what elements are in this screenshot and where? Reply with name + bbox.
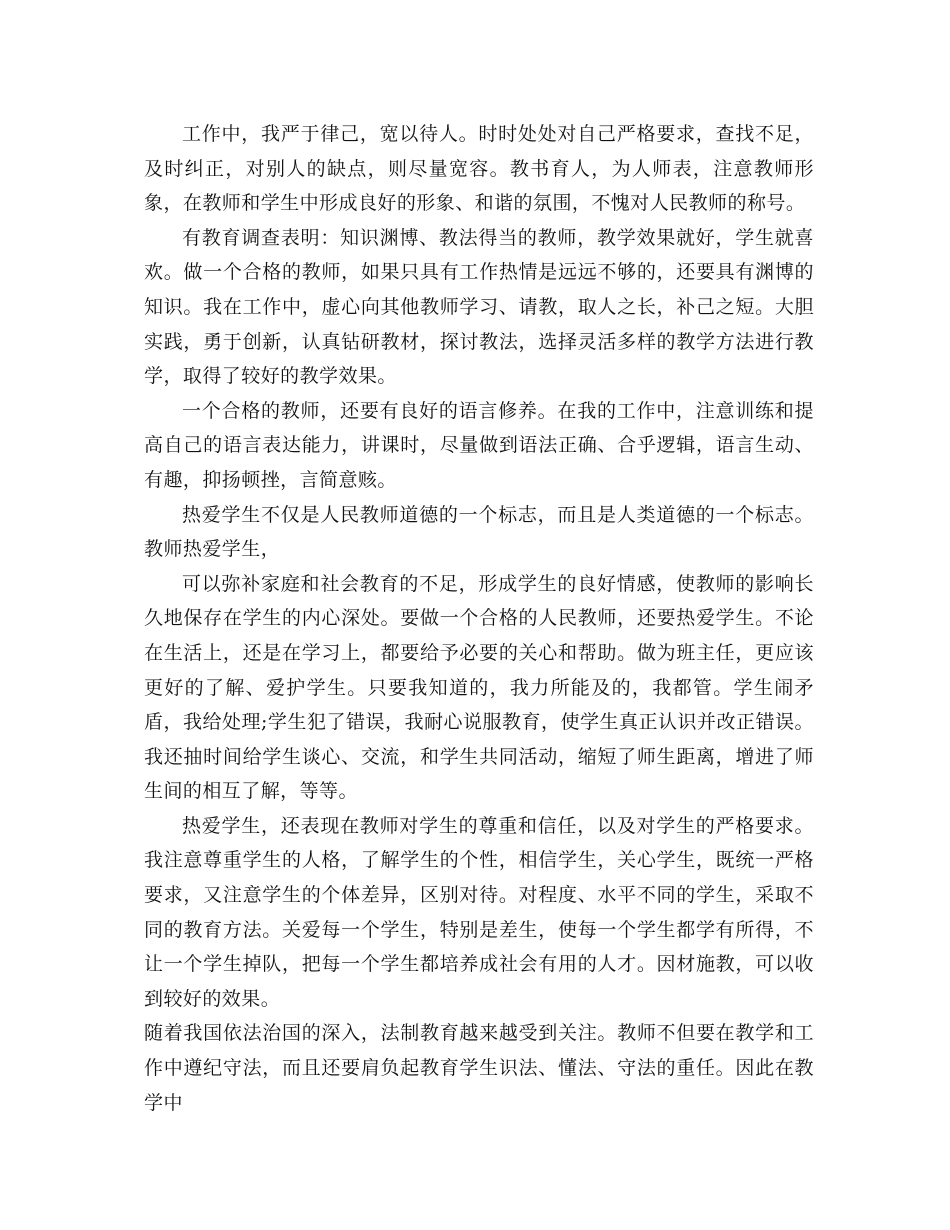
paragraph-legal-education: 随着我国依法治国的深入，法制教育越来越受到关注。教师不但要在教学和工作中遵纪守法，而且还要肩负起教育学生识法、懂法、守法的重任。因此在教学中 xyxy=(144,1022,814,1114)
paragraph-self-discipline: 工作中，我严于律己，宽以待人。时时处处对自己严格要求，查找不足，及时纠正，对别人的缺点，则尽量宽容。教书育人，为人师表，注意教师形象，在教师和学生中形成良好的形象、和谐的氛围，不愧对人民教师的称号。 xyxy=(144,123,814,215)
paragraph-knowledge: 有教育调查表明：知识渊博、教法得当的教师，教学效果就好，学生就喜欢。做一个合格的教师，如果只具有工作热情是远远不够的，还要具有渊博的知识。我在工作中，虚心向其他教师学习、请教，取人之长，补己之短。大胆实践，勇于创新，认真钻研教材，探讨教法，选择灵活多样的教学方法进行教学，取得了较好的教学效果。 xyxy=(144,226,814,388)
paragraph-respect-trust: 热爱学生，还表现在教师对学生的尊重和信任，以及对学生的严格要求。我注意尊重学生的人格，了解学生的个性，相信学生，关心学生，既统一严格要求，又注意学生的个体差异，区别对待。对程度、水平不同的学生，采取不同的教育方法。关爱每一个学生，特别是差生，使每一个学生都学有所得，不让一个学生掉队，把每一个学生都培养成社会有用的人才。因材施教，可以收到较好的效果。 xyxy=(144,814,814,1010)
document-body xyxy=(144,117,814,1120)
paragraph-language: 一个合格的教师，还要有良好的语言修养。在我的工作中，注意训练和提高自己的语言表达能力，讲课时，尽量做到语法正确、合乎逻辑，语言生动、有趣，抑扬顿挫，言简意赅。 xyxy=(144,399,814,491)
paragraph-love-students-intro: 热爱学生不仅是人民教师道德的一个标志，而且是人类道德的一个标志。教师热爱学生， xyxy=(144,503,814,561)
paragraph-love-students-care: 可以弥补家庭和社会教育的不足，形成学生的良好情感，使教师的影响长久地保存在学生的内心深处。要做一个合格的人民教师，还要热爱学生。不论在生活上，还是在学习上，都要给予必要的关心和帮助。做为班主任，更应该更好的了解、爱护学生。只要我知道的，我力所能及的，我都管。学生闹矛盾，我给处理;学生犯了错误，我耐心说服教育，使学生真正认识并改正错误。我还抽时间给学生谈心、交流，和学生共同活动，缩短了师生距离，增进了师生间的相互了解，等等。 xyxy=(144,572,814,803)
